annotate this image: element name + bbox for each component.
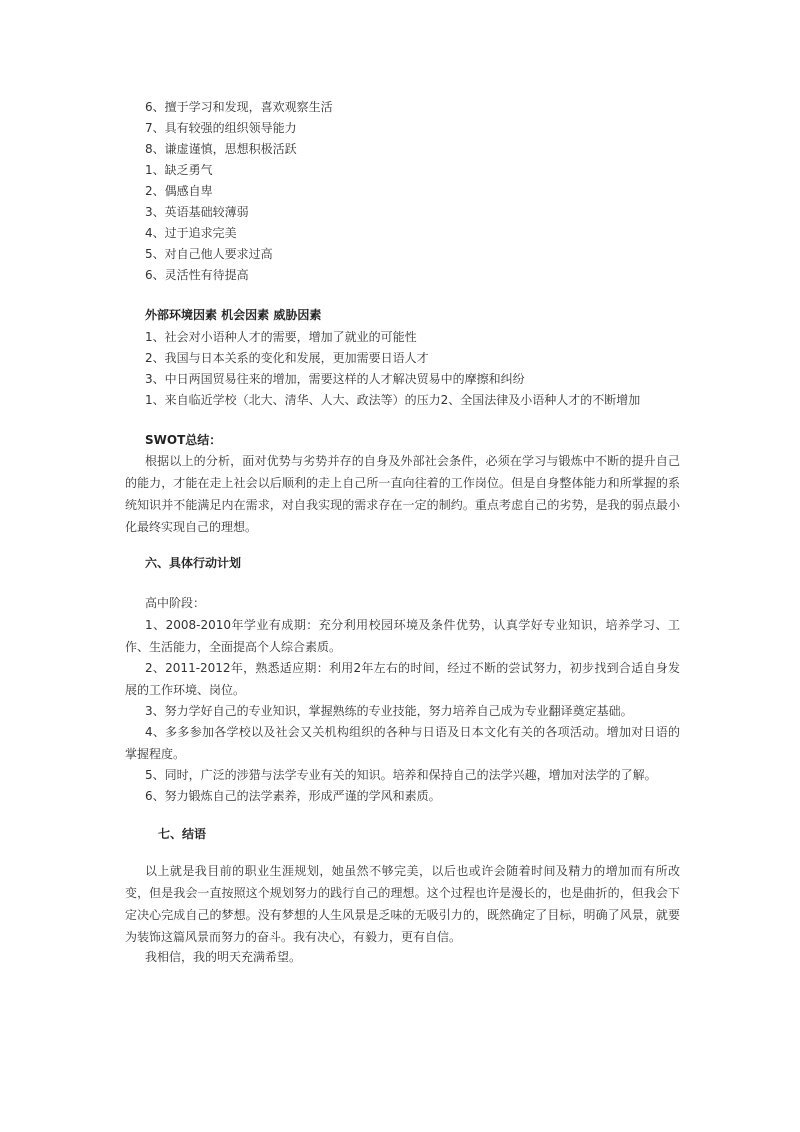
weakness-item: 5、对自己他人要求过高 xyxy=(145,247,273,261)
swot-summary-paragraph: 根据以上的分析，面对优势与劣势并存的自身及外部社会条件，必须在学习与锻炼中不断的提升自己的能力，才能在走上社会以后顺利的走上自己所一直向往着的工作岗位。但是自身整体能力和所掌握的系统知识并不能满足内在需求，对自我实现的需求存在一定的制约。重点考虑自己的劣势，是我的弱点最小化最终实现自己的理想。 xyxy=(125,454,680,534)
weakness-item: 2、偶感自卑 xyxy=(145,184,213,198)
weakness-item: 3、英语基础较薄弱 xyxy=(145,205,249,219)
swot-summary-heading: SWOT总结： xyxy=(145,433,222,447)
weakness-item: 1、缺乏勇气 xyxy=(145,163,213,177)
conclusion-heading: 七、结语 xyxy=(158,827,207,841)
external-factor-item: 1、社会对小语种人才的需要，增加了就业的可能性 xyxy=(145,330,417,344)
plan-item: 4、多多参加各学校以及社会又关机构组织的各种与日语及日本文化有关的各项活动。增加对日语的掌握程度。 xyxy=(125,725,680,761)
plan-item: 5、同时，广泛的涉猎与法学专业有关的知识。培养和保持自己的法学兴趣，增加对法学的了解。 xyxy=(145,768,657,782)
strength-item: 8、谦虚谨慎，思想积极活跃 xyxy=(145,142,297,156)
external-factor-item: 2、我国与日本关系的变化和发展，更加需要日语人才 xyxy=(145,351,429,365)
conclusion-paragraph: 以上就是我目前的职业生涯规划，她虽然不够完美，以后也或许会随着时间及精力的增加而有所改变，但是我会一直按照这个规划努力的践行自己的理想。这个过程也许是漫长的，也是曲折的，但我会下定决心完成自己的梦想。没有梦想的人生风景是乏味的无吸引力的，既然确定了目标，明确了风景，就要为装饰这篇风景而努力的奋斗。我有决心，有毅力，更有自信。 xyxy=(125,864,680,944)
plan-item: 6、努力锻炼自己的法学素养，形成严谨的学风和素质。 xyxy=(145,789,441,803)
weakness-item: 6、灵活性有待提高 xyxy=(145,268,249,282)
strength-item: 7、具有较强的组织领导能力 xyxy=(145,121,297,135)
strength-item: 6、擅于学习和发现，喜欢观察生活 xyxy=(145,100,333,114)
plan-item: 1、2008-2010年学业有成期：充分利用校园环境及条件优势，认真学好专业知识，培养学习、工作、生活能力，全面提高个人综合素质。 xyxy=(125,618,680,654)
external-factor-item: 3、中日两国贸易往来的增加，需要这样的人才解决贸易中的摩擦和纠纷 xyxy=(145,372,525,386)
external-factor-item: 1、来自临近学校（北大、清华、人大、政法等）的压力2、全国法律及小语种人才的不断增加 xyxy=(145,393,641,407)
external-factors-heading: 外部环境因素 机会因素 威胁因素 xyxy=(145,308,322,322)
plan-item: 2、2011-2012年，熟悉适应期：利用2年左右的时间，经过不断的尝试努力，初步找到合适自身发展的工作环境、岗位。 xyxy=(125,661,680,697)
plan-item: 3、努力学好自己的专业知识，掌握熟练的专业技能，努力培养自己成为专业翻译奠定基础。 xyxy=(145,704,633,718)
action-plan-heading: 六、具体行动计划 xyxy=(145,556,242,570)
weakness-item: 4、过于追求完美 xyxy=(145,226,237,240)
stage-label: 高中阶段： xyxy=(145,596,206,610)
closing-line: 我相信，我的明天充满希望。 xyxy=(145,950,302,964)
